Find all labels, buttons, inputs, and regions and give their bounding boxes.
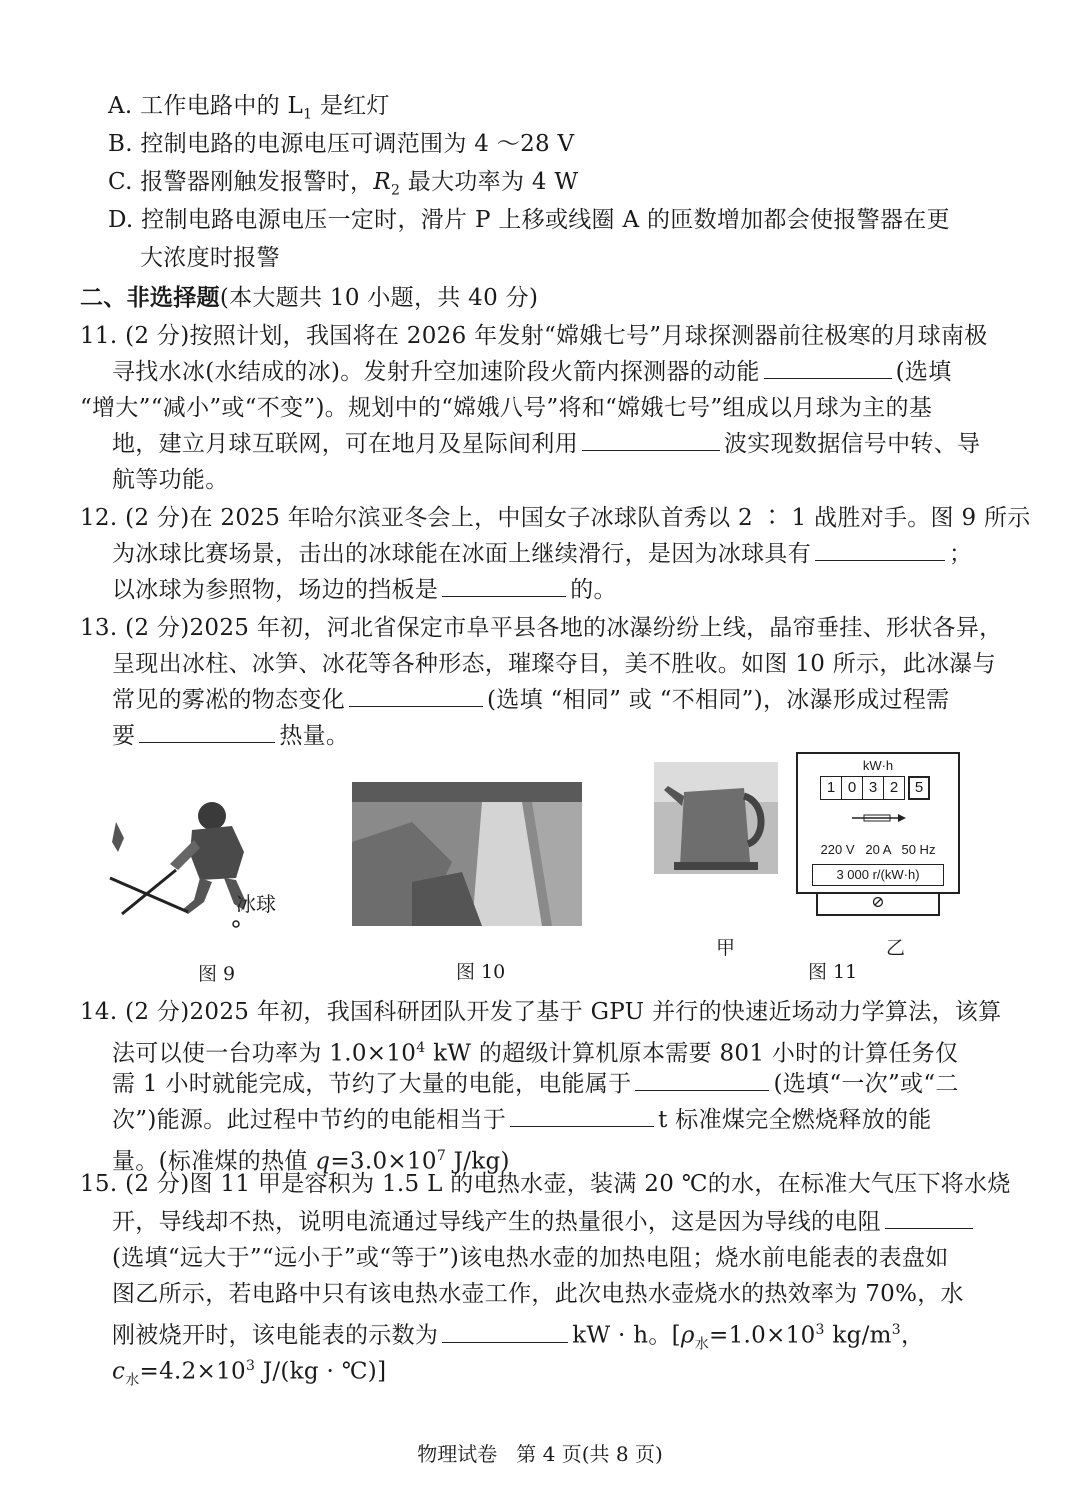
meter-digit-decimal: 5	[908, 776, 930, 800]
q13-line2: 呈现出冰柱、冰笋、冰花等各种形态，璀璨夺目，美不胜收。如图 10 所示，此冰瀑与	[112, 651, 996, 677]
q15-line4: 图乙所示，若电路中只有该电热水壶工作，此次电热水壶烧水的热效率为 70%，水	[112, 1281, 964, 1307]
page-footer: 物理试卷 第 4 页(共 8 页)	[417, 1442, 663, 1466]
q13-line3: 常见的雾凇的物态变化 (选填 “相同” 或 “不相同”)，冰瀑形成过程需	[112, 684, 949, 716]
q12-line3: 以冰球为参照物，场边的挡板是 的。	[112, 574, 617, 606]
q15-line1: 15. (2 分)图 11 甲是容积为 1.5 L 的电热水壶，装满 20 ℃的水，在标准大气压下将水烧	[80, 1171, 1011, 1197]
q14-line5: 量。(标准煤的热值 $q=3.0\times 10^7$ J/kg)	[112, 1148, 510, 1175]
q11-line1: 11. (2 分)按照计划，我国将在 2026 年发射“嫦娥七号”月球探测器前往极寒的月球南极	[80, 323, 988, 349]
arrow-head	[898, 814, 906, 822]
option-d-line2: 大浓度时报警	[140, 245, 280, 271]
meter-digit: 2	[884, 776, 905, 800]
figure-11-electric-meter	[796, 752, 960, 916]
q12-blank1	[815, 538, 945, 561]
q15-blank1	[885, 1206, 973, 1229]
meter-seal-symbol: ⊘	[871, 892, 885, 911]
q12-line2: 为冰球比赛场景，击出的冰球能在冰面上继续滑行，是因为冰球具有 ；	[112, 538, 972, 570]
meter-terminal	[816, 892, 940, 916]
fig10-caption: 图 10	[456, 961, 506, 983]
q11-blank2	[582, 428, 720, 451]
fig9-caption: 图 9	[198, 963, 236, 985]
q11-line3: “增大”“减小”或“不变”)。规划中的“嫦娥八号”将和“嫦娥七号”组成以月球为主的基	[80, 395, 933, 421]
q13-line4: 要 热量。	[112, 720, 349, 752]
hockey-stick-1	[110, 878, 188, 912]
q15-line3: (选填“远大于”“远小于”或“等于”)该电热水壶的加热电阻；烧水前电能表的表盘如	[112, 1245, 949, 1271]
option-d-line1: D. 控制电路电源电压一定时，滑片 P 上移或线圈 A 的匝数增加都会使报警器在更	[108, 207, 950, 233]
meter-digits	[820, 776, 930, 800]
meter-constant: 3 000 r/(kW·h)	[812, 864, 944, 886]
figure-9-hockey-player	[104, 782, 304, 942]
kettle-body	[680, 788, 750, 866]
photo-top-band	[352, 782, 582, 802]
q12-line1: 12. (2 分)在 2025 年哈尔滨亚冬会上，中国女子冰球队首秀以 2 ∶ 1 战胜对手。图 9 所示	[80, 505, 1031, 531]
q15-line5: 刚被烧开时，该电能表的示数为 kW · h。[$\rho_水=1.0\times 10^3$ $kg/m^3$，	[112, 1314, 924, 1360]
q13-blank2	[139, 720, 275, 743]
q14-blank1	[635, 1068, 769, 1091]
figure-11-kettle	[654, 762, 778, 874]
opponent-hand	[112, 822, 124, 852]
q15-line2: 开，导线却不热，说明电流通过导线产生的热量很小，这是因为导线的电阻	[112, 1206, 977, 1238]
hockey-stick-2	[122, 870, 176, 914]
meter-digit: 0	[842, 776, 863, 800]
kettle-base	[674, 862, 758, 870]
q13-blank1	[349, 684, 483, 707]
q14-line1: 14. (2 分)2025 年初，我国科研团队开发了基于 GPU 并行的快速近场动力学算法，该算	[80, 999, 1002, 1025]
q12-blank2	[442, 574, 566, 597]
q14-line2: 法可以使一台功率为 $1.0\times 10^4$ kW 的超级计算机原本需要 801 小时的计算任务仅	[112, 1040, 959, 1067]
meter-rating: 220 V 20 A 50 Hz	[820, 842, 936, 857]
section-header: 二、非选择题(本大题共 10 小题，共 40 分)	[80, 284, 539, 311]
fig11-yi-label: 乙	[886, 937, 906, 959]
q11-blank1	[764, 356, 892, 379]
q11-line2: 寻找水冰(水结成的冰)。发射升空加速阶段火箭内探测器的动能 (选填	[112, 356, 952, 388]
q15-blank2	[442, 1320, 568, 1343]
fig11-jia-label: 甲	[716, 937, 736, 959]
player-leg-left	[182, 878, 212, 914]
meter-disc-arrow	[850, 810, 910, 826]
option-b: B. 控制电路的电源电压可调范围为 4 ～28 V	[108, 131, 575, 157]
q15-line6: $c_水=4.2\times 10^3$ J/(kg · ℃)]	[112, 1358, 387, 1389]
player-torso	[190, 826, 244, 880]
meter-digit: 3	[863, 776, 884, 800]
player-helmet	[198, 802, 226, 830]
q14-blank2	[510, 1104, 654, 1127]
q14-line3: 需 1 小时就能完成，节约了大量的电能，电能属于 (选填“一次”或“二	[112, 1068, 959, 1100]
option-c: C. 报警器刚触发报警时，$R_2$ 最大功率为 4 W	[108, 169, 579, 199]
figure-10-ice-waterfall	[352, 782, 582, 926]
puck	[233, 921, 239, 927]
q11-line4: 地，建立月球互联网，可在地月及星际间利用 波实现数据信号中转、导	[112, 428, 980, 460]
fig9-puck-label: 冰球	[236, 892, 276, 916]
meter-face	[796, 752, 960, 894]
q14-line4: 次”)能源。此过程中节约的电能相当于 t 标准煤完全燃烧释放的能	[112, 1104, 932, 1136]
option-a: A. 工作电路中的 $L_1$ 是红灯	[108, 93, 390, 123]
fig11-caption: 图 11	[808, 961, 858, 983]
q11-line5: 航等功能。	[112, 467, 229, 493]
meter-unit: kW·h	[862, 758, 894, 773]
meter-digit: 1	[820, 776, 842, 800]
q13-line1: 13. (2 分)2025 年初，河北省保定市阜平县各地的冰瀑纷纷上线，晶帘垂挂、形状各异，	[80, 615, 1003, 641]
